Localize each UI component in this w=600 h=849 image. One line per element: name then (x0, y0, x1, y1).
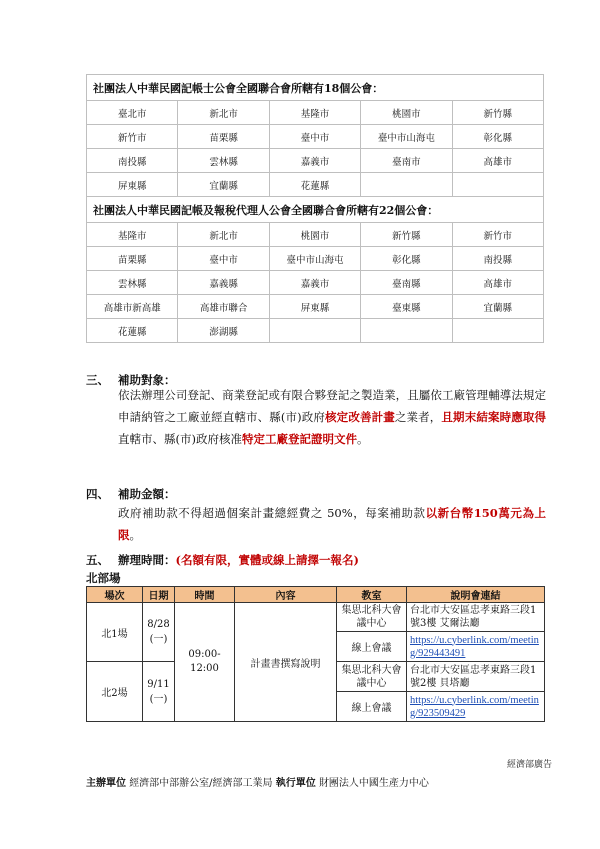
registration-note: (名額有限，實體或線上請擇一報名) (175, 553, 359, 567)
column-header: 內容 (235, 587, 337, 603)
text: 依法辦理公司登記、商業登記或有限合夥登記之製造業，且屬依工廠管理輔導法規定申請納管之工廠並經直轄市、縣(市)政府 (118, 388, 546, 424)
column-header: 說明會連結 (407, 587, 545, 603)
union-cell: 臺北市 (87, 101, 178, 125)
session-date (143, 603, 175, 662)
union-cell: 新竹縣 (452, 101, 543, 125)
highlight-text: 且期末結案時應取得 (441, 410, 547, 424)
executor-name: 財團法人中國生產力中心 (318, 778, 429, 789)
weekday-text: (一) (149, 693, 168, 705)
union-heading: 社團法人中華民國記帳及報稅代理人公會全國聯合會所轄有22個公會： (87, 197, 544, 223)
union-cell: 新竹市 (452, 223, 543, 247)
union-cell: 臺東縣 (361, 295, 452, 319)
organizer-name: 經濟部中部辦公室/經濟部工業局 (129, 778, 273, 789)
union-cell (361, 173, 452, 197)
executor-label: 執行單位 (275, 778, 316, 789)
union-cell: 屏東縣 (269, 295, 360, 319)
union-cell (269, 319, 360, 343)
venue-address: 台北市大安區忠孝東路三段1號3樓 艾爾法廳 (407, 603, 545, 632)
union-cell: 屏東縣 (87, 173, 178, 197)
union-cell: 臺中市 (269, 125, 360, 149)
advertisement-label: 經濟部廣告 (506, 760, 552, 770)
union-cell: 桃園市 (269, 223, 360, 247)
union-cell: 彰化縣 (361, 247, 452, 271)
union-cell: 高雄市 (452, 149, 543, 173)
union-cell: 基隆市 (269, 101, 360, 125)
date-text: 8/28 (147, 619, 170, 630)
section-number: 四、 (86, 487, 109, 501)
union-cell: 澎湖縣 (178, 319, 269, 343)
session-date (143, 662, 175, 722)
online-label: 線上會議 (337, 632, 407, 662)
union-cell: 南投縣 (452, 247, 543, 271)
highlight-text: 核定改善計畫 (325, 410, 395, 424)
union-cell: 雲林縣 (178, 149, 269, 173)
meeting-link[interactable]: https://u.cyberlink.com/meeting/929443491 (407, 632, 545, 662)
text: 。 (129, 528, 141, 542)
venue-name: 集思北科大會議中心 (337, 603, 407, 632)
meeting-link[interactable]: https://u.cyberlink.com/meeting/923509429 (407, 692, 545, 722)
union-cell: 苗栗縣 (87, 247, 178, 271)
union-cell: 苗栗縣 (178, 125, 269, 149)
column-header: 日期 (143, 587, 175, 603)
organizer-label: 主辦單位 (86, 778, 126, 789)
online-label: 線上會議 (337, 692, 407, 722)
union-cell: 嘉義市 (269, 149, 360, 173)
union-cell: 臺中市 (178, 247, 269, 271)
venue-address: 台北市大安區忠孝東路三段1號2樓 貝塔廳 (407, 662, 545, 692)
union-cell: 臺中市山海屯 (361, 125, 452, 149)
footer (86, 774, 429, 789)
section-title: 辦理時間： (118, 553, 176, 567)
union-cell: 彰化縣 (452, 125, 543, 149)
text: 。 (356, 432, 369, 446)
union-cell: 新北市 (178, 101, 269, 125)
union-cell: 高雄市聯合 (178, 295, 269, 319)
section-3-body (118, 384, 546, 450)
section-4-heading (86, 486, 176, 502)
text: 之業者， (394, 410, 442, 424)
union-cell: 臺南縣 (361, 271, 452, 295)
section-number: 五、 (86, 553, 109, 567)
unions-table (86, 74, 544, 343)
union-cell (452, 173, 543, 197)
section-number: 三、 (86, 373, 109, 387)
union-cell (361, 319, 452, 343)
highlight-text: 特定工廠登記證明文件 (241, 432, 357, 446)
union-cell: 宜蘭縣 (452, 295, 543, 319)
union-heading: 社團法人中華民國記帳士公會全國聯合會所轄有18個公會： (87, 75, 544, 101)
session-time: 09:00-12:00 (175, 603, 235, 722)
section-title: 補助金額： (118, 487, 176, 501)
union-cell: 新北市 (178, 223, 269, 247)
union-cell: 基隆市 (87, 223, 178, 247)
union-cell: 雲林縣 (87, 271, 178, 295)
union-cell: 花蓮縣 (269, 173, 360, 197)
weekday-text: (一) (149, 634, 168, 645)
union-cell: 高雄市 (452, 271, 543, 295)
union-cell (452, 319, 543, 343)
section-title: 補助對象： (118, 373, 176, 387)
section-5-heading (86, 552, 359, 568)
union-cell: 宜蘭縣 (178, 173, 269, 197)
union-cell: 桃園市 (361, 101, 452, 125)
union-cell: 新竹縣 (361, 223, 452, 247)
session-name: 北1場 (87, 603, 143, 662)
text: 政府補助款不得超過個案計畫總經費之 50%，每案補助款 (118, 506, 426, 520)
session-content: 計畫書撰寫說明 (235, 603, 337, 722)
union-cell: 嘉義縣 (178, 271, 269, 295)
union-cell: 嘉義市 (269, 271, 360, 295)
union-cell: 臺中市山海屯 (269, 247, 360, 271)
union-cell: 南投縣 (87, 149, 178, 173)
union-cell: 花蓮縣 (87, 319, 178, 343)
union-cell: 臺南市 (361, 149, 452, 173)
north-region-label: 北部場 (86, 571, 121, 585)
column-header: 時間 (175, 587, 235, 603)
highlight-text: 以新台幣150萬元為上限 (118, 506, 546, 542)
text: 直轄市、縣(市)政府核准 (118, 432, 242, 446)
union-cell: 新竹市 (87, 125, 178, 149)
date-text: 9/11 (147, 678, 170, 690)
section-4-body (118, 502, 546, 546)
north-sessions-table (86, 586, 545, 722)
column-header: 教室 (337, 587, 407, 603)
session-name: 北2場 (87, 662, 143, 722)
union-cell: 高雄市新高雄 (87, 295, 178, 319)
column-header: 場次 (87, 587, 143, 603)
venue-name: 集思北科大會議中心 (337, 662, 407, 692)
